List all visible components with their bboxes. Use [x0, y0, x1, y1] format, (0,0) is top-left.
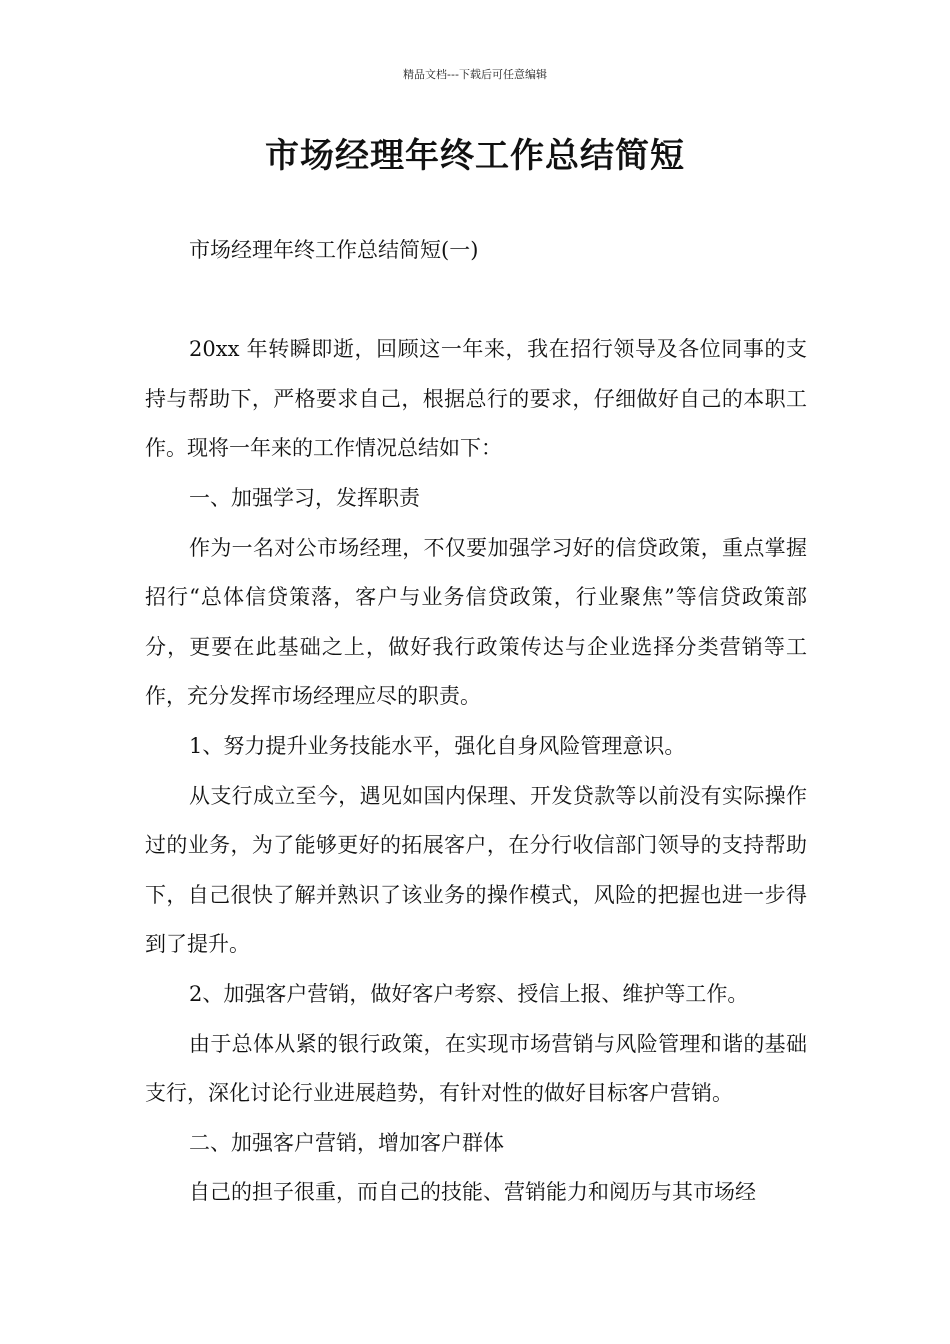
section-heading-1: 一、加强学习，发挥职责 [189, 485, 420, 510]
paragraph-intro: 20xx 年转瞬即逝，回顾这一年来，我在招行领导及各位同事的支持与帮助下，严格要求自己，根据总行的要求，仔细做好自己的本职工作。现将一年来的工作情况总结如下： [145, 337, 807, 461]
paragraph-marketing: 由于总体从紧的银行政策，在实现市场营销与风险管理和谐的基础支行，深化讨论行业进展趋势，有针对性的做好目标客户营销。 [145, 1031, 807, 1106]
subheading-1: 1、努力提升业务技能水平，强化自身风险管理意识。 [189, 733, 686, 758]
document-subtitle: 市场经理年终工作总结简短(一) [189, 238, 479, 262]
document-title: 市场经理年终工作总结简短 [265, 136, 685, 176]
document-body [145, 226, 807, 1218]
paragraph-learning: 作为一名对公市场经理，不仅要加强学习好的信贷政策，重点掌握招行“总体信贷策落，客户与业务信贷政策，行业聚焦”等信贷政策部分，更要在此基础之上，做好我行政策传达与企业选择分类营销等工作，充分发挥市场经理应尽的职责。 [145, 535, 807, 709]
section-heading-2: 二、加强客户营销，增加客户群体 [189, 1130, 504, 1155]
subheading-2: 2、加强客户营销，做好客户考察、授信上报、维护等工作。 [189, 981, 749, 1006]
paragraph-skills: 从支行成立至今，遇见如国内保理、开发贷款等以前没有实际操作过的业务，为了能够更好的拓展客户，在分行收信部门领导的支持帮助下，自己很快了解并熟识了该业务的操作模式，风险的把握也进一步得到了提升。 [145, 783, 807, 957]
header-note: 精品文档---下载后可任意编辑 [403, 68, 547, 81]
paragraph-responsibility: 自己的担子很重，而自己的技能、营销能力和阅历与其市场经 [189, 1180, 756, 1205]
